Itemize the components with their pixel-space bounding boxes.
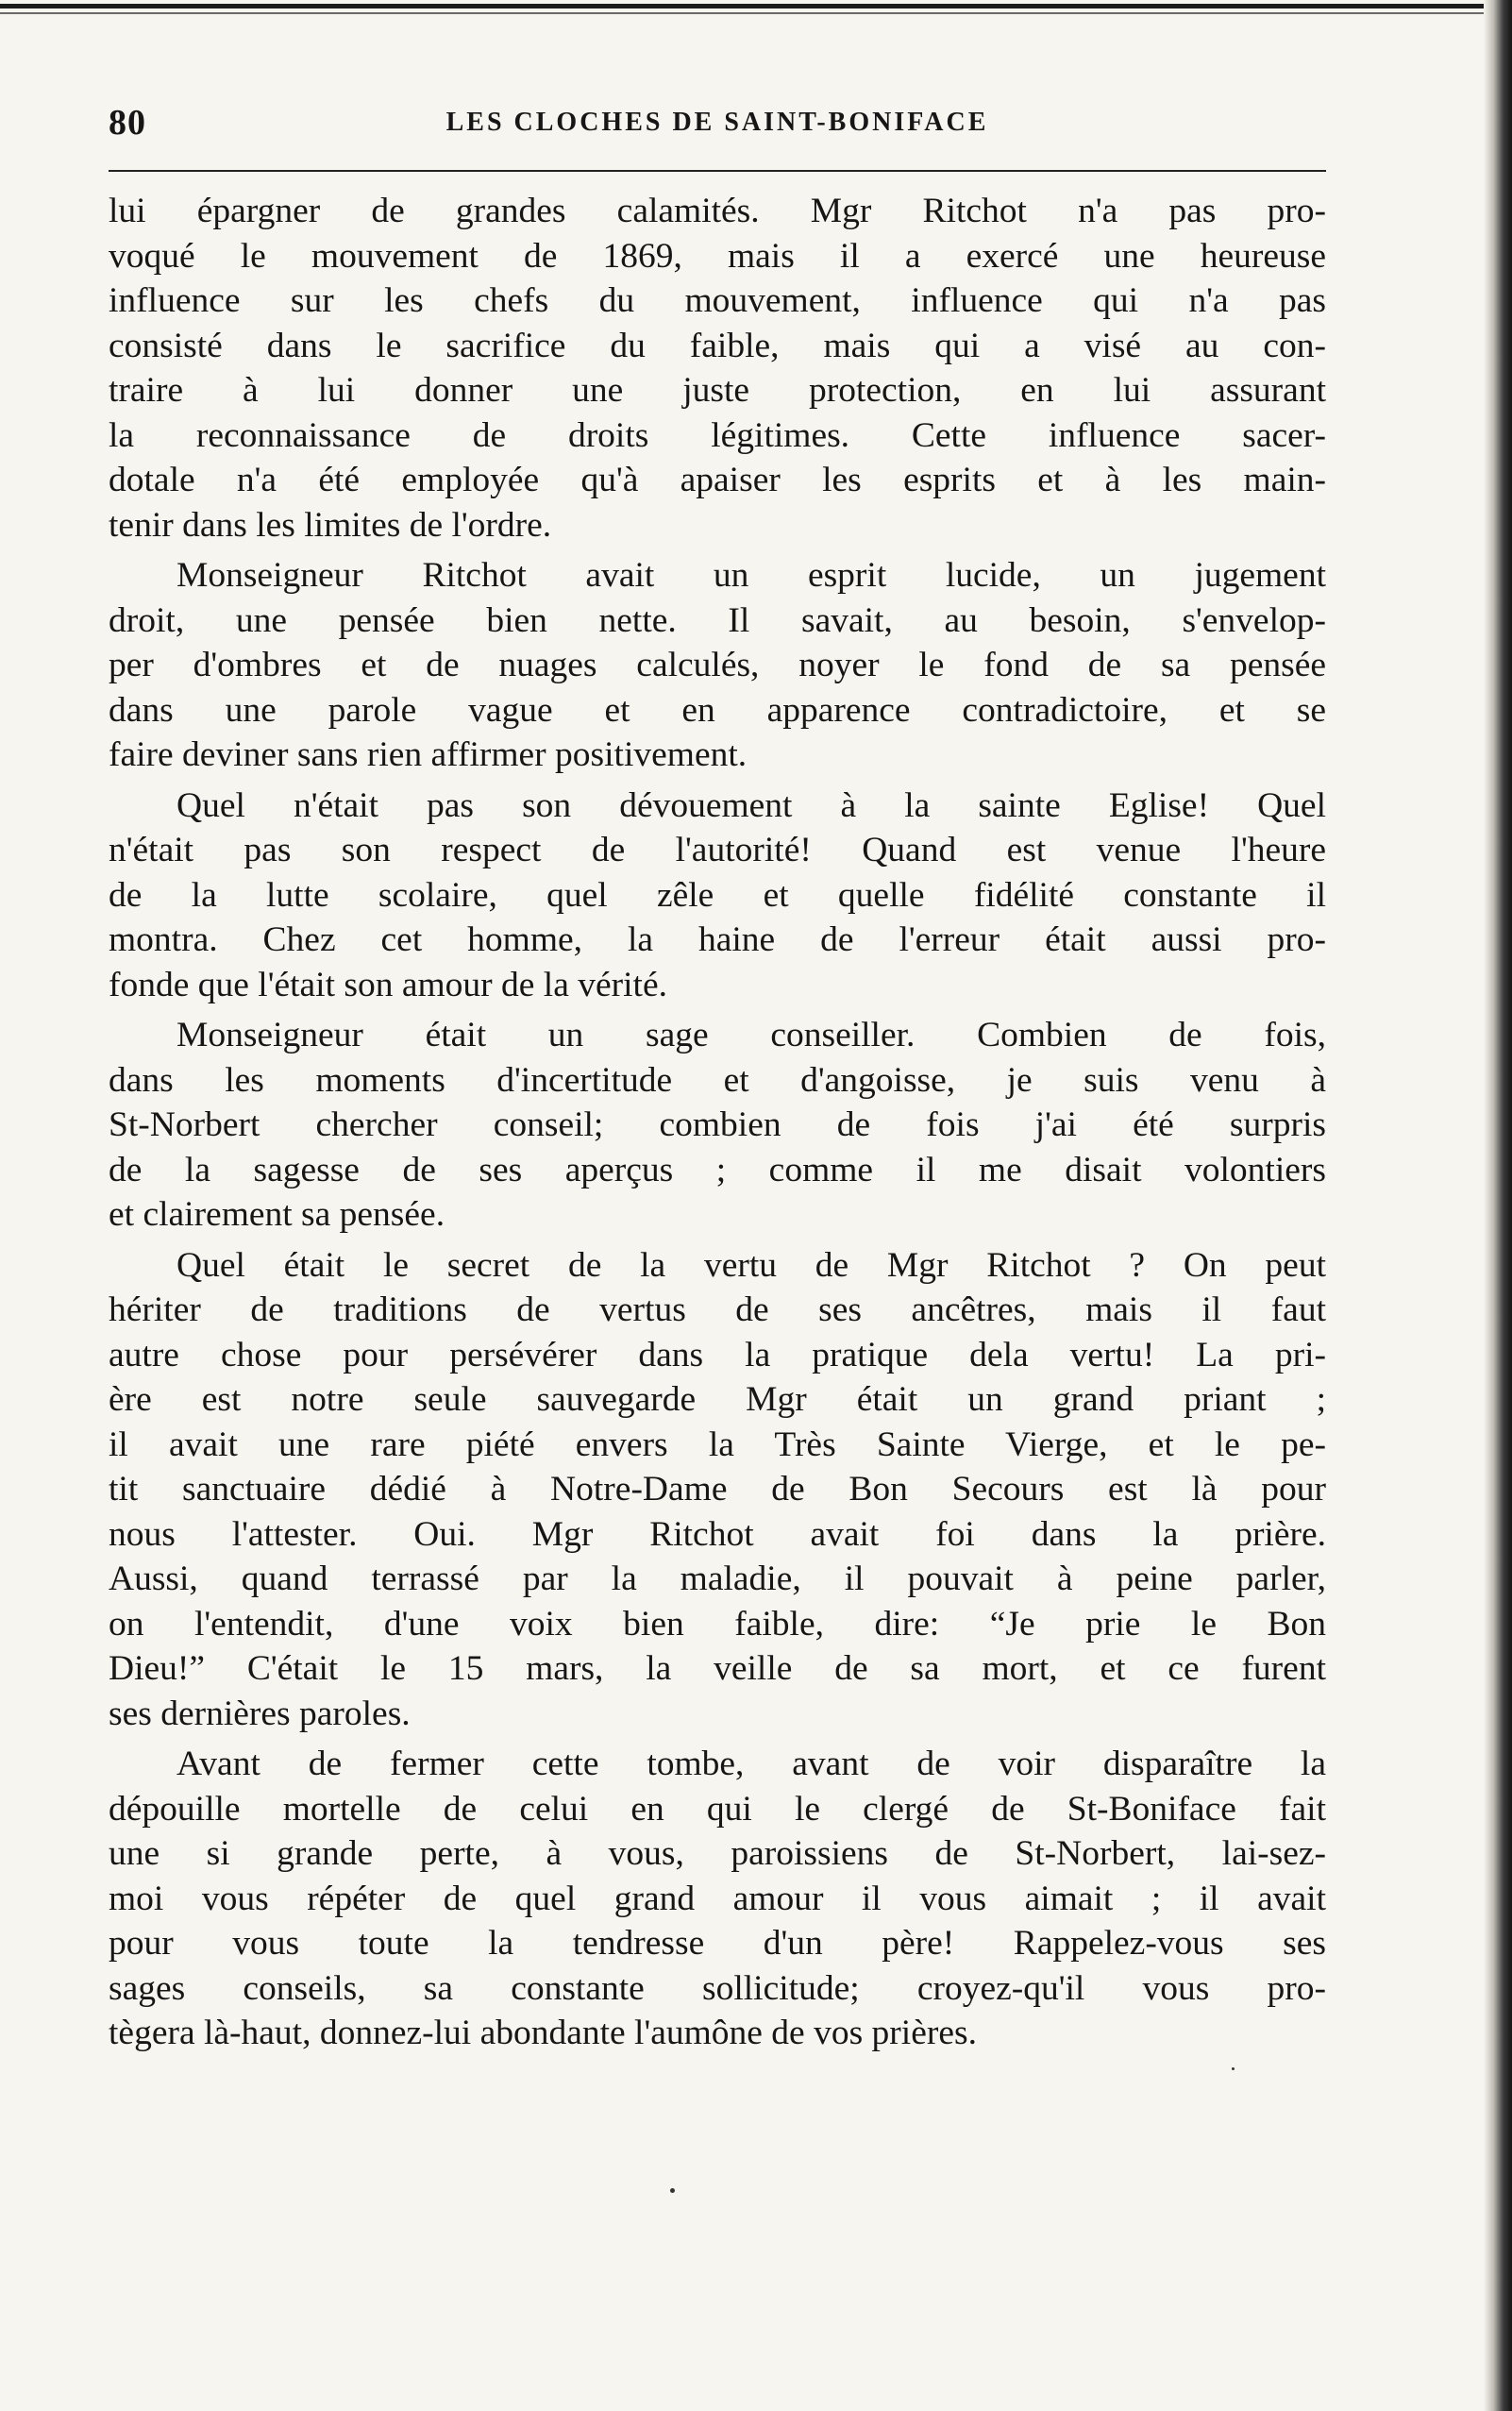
body-text (109, 189, 1326, 2056)
text-line: la reconnaissance de droits légitimes. Cette influence sacer- (109, 415, 1326, 455)
text-line: Dieu!” C'était le 15 mars, la veille de sa mort, et ce furent (109, 1649, 1326, 1688)
text-line: tit sanctuaire dédié à Notre-Dame de Bon Secours est là pour (109, 1470, 1326, 1509)
text-line: dans les moments d'incertitude et d'angoisse, je suis venu à (109, 1060, 1326, 1100)
text-line: lui épargner de grandes calamités. Mgr Ritchot n'a pas pro- (109, 192, 1326, 230)
text-line: ère est notre seule sauvegarde Mgr était un grand priant ; (109, 1380, 1326, 1419)
ink-speck (1232, 2067, 1235, 2070)
text-line: sages conseils, sa constante sollicitude; croyez-qu'il vous pro- (109, 1968, 1326, 2008)
text-line: voqué le mouvement de 1869, mais il a exercé une heureuse (109, 236, 1326, 276)
text-line: Monseigneur Ritchot avait un esprit lucide, un jugement (176, 556, 1326, 595)
text-line: tègera là-haut, donnez-lui abondante l'aumône de vos prières. (109, 2014, 977, 2052)
paragraph (109, 1243, 1326, 1737)
text-line: et clairement sa pensée. (109, 1195, 445, 1234)
text-line: traire à lui donner une juste protection, en lui assurant (109, 371, 1326, 410)
paragraph (109, 189, 1326, 548)
text-line: Aussi, quand terrassé par la maladie, il pouvait à peine parler, (109, 1560, 1326, 1598)
text-line: consisté dans le sacrifice du faible, mais qui a visé au con- (109, 326, 1326, 365)
page-number: 80 (109, 103, 146, 143)
paragraph (109, 1742, 1326, 2056)
text-line: per d'ombres et de nuages calculés, noyer le fond de sa pensée (109, 646, 1326, 684)
ink-speck (670, 2188, 675, 2193)
page-binding-edge (1484, 0, 1512, 2411)
text-line: dépouille mortelle de celui en qui le clergé de St-Boniface fait (109, 1789, 1326, 1829)
paragraph (109, 1013, 1326, 1238)
text-line: influence sur les chefs du mouvement, influence qui n'a pas (109, 281, 1326, 320)
text-line: nous l'attester. Oui. Mgr Ritchot avait foi dans la prière. (109, 1514, 1326, 1554)
text-line: droit, une pensée bien nette. Il savait, au besoin, s'envelop- (109, 600, 1326, 640)
text-line: St-Norbert chercher conseil; combien de fois j'ai été surpris (109, 1105, 1326, 1144)
text-line: Quel était le secret de la vertu de Mgr Ritchot ? On peut (176, 1245, 1326, 1285)
text-line: Monseigneur était un sage conseiller. Combien de fois, (176, 1016, 1326, 1054)
paragraph (109, 553, 1326, 778)
page-top-border (0, 4, 1496, 8)
text-line: n'était pas son respect de l'autorité! Quand est venue l'heure (109, 831, 1326, 869)
text-line: dans une parole vague et en apparence contradictoire, et se (109, 690, 1326, 730)
text-line: dotale n'a été employée qu'à apaiser les esprits et à les main- (109, 461, 1326, 499)
running-header (109, 102, 1326, 159)
running-title: LES CLOCHES DE SAINT-BONIFACE (445, 108, 989, 137)
text-line: tenir dans les limites de l'ordre. (109, 505, 552, 545)
text-line: ses dernières paroles. (109, 1694, 411, 1733)
text-line: on l'entendit, d'une voix bien faible, dire: “Je prie le Bon (109, 1604, 1326, 1644)
text-line: Quel n'était pas son dévouement à la sainte Eglise! Quel (176, 785, 1326, 825)
header-rule (109, 170, 1326, 172)
text-line: de la sagesse de ses aperçus ; comme il me disait volontiers (109, 1150, 1326, 1189)
text-line: une si grande perte, à vous, paroissiens de St-Norbert, lai-sez- (109, 1834, 1326, 1873)
text-line: Avant de fermer cette tombe, avant de voir disparaître la (176, 1745, 1326, 1783)
text-line: hériter de traditions de vertus de ses ancêtres, mais il faut (109, 1290, 1326, 1329)
text-line: fonde que l'était son amour de la vérité. (109, 965, 667, 1004)
paragraph (109, 784, 1326, 1008)
text-line: il avait une rare piété envers la Très Sainte Vierge, et le pe- (109, 1425, 1326, 1464)
text-line: faire deviner sans rien affirmer positivement. (109, 735, 748, 774)
text-line: moi vous répéter de quel grand amour il vous aimait ; il avait (109, 1879, 1326, 1918)
text-line: pour vous toute la tendresse d'un père! Rappelez-vous ses (109, 1924, 1326, 1963)
text-line: montra. Chez cet homme, la haine de l'erreur était aussi pro- (109, 920, 1326, 959)
page-top-border-thin (0, 12, 1496, 14)
text-line: autre chose pour persévérer dans la pratique dela vertu! La pri- (109, 1335, 1326, 1374)
text-line: de la lutte scolaire, quel zêle et quelle fidélité constante il (109, 875, 1326, 915)
book-page (109, 102, 1326, 2062)
